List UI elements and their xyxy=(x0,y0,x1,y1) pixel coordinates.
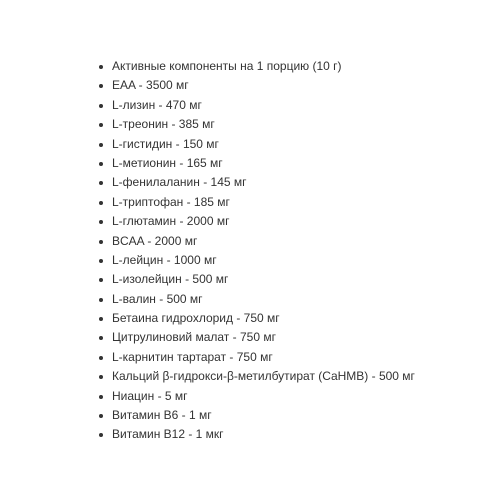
list-item xyxy=(99,76,500,95)
bullet-icon xyxy=(99,278,103,282)
list-item xyxy=(99,270,500,289)
list-item-text: Бетаина гидрохлорид - 750 мг xyxy=(112,311,280,326)
list-item-text: Витамин B12 - 1 мкг xyxy=(112,427,224,442)
bullet-icon xyxy=(99,84,103,88)
list-item-text: EAA - 3500 мг xyxy=(112,78,189,93)
list-item xyxy=(99,135,500,154)
list-item xyxy=(99,387,500,406)
list-item xyxy=(99,309,500,328)
bullet-icon xyxy=(99,336,103,340)
bullet-icon xyxy=(99,395,103,399)
bullet-icon xyxy=(99,317,103,321)
list-item xyxy=(99,425,500,444)
list-item-text: L-карнитин тартарат - 750 мг xyxy=(112,349,273,364)
bullet-icon xyxy=(99,104,103,108)
list-item-text: L-лизин - 470 мг xyxy=(112,97,202,112)
list-item-text: L-глютамин - 2000 мг xyxy=(112,214,230,229)
ingredient-list xyxy=(0,57,500,445)
list-item-text: L-валин - 500 мг xyxy=(112,291,203,306)
list-item xyxy=(99,57,500,76)
bullet-icon xyxy=(99,123,103,127)
list-item xyxy=(99,115,500,134)
bullet-icon xyxy=(99,65,103,69)
list-item xyxy=(99,251,500,270)
list-item-text: Витамин B6 - 1 мг xyxy=(112,408,212,423)
list-item-text: L-гистидин - 150 мг xyxy=(112,136,219,151)
list-item-text: Цитрулиновий малат - 750 мг xyxy=(112,330,276,345)
list-item xyxy=(99,232,500,251)
list-item xyxy=(99,212,500,231)
list-item-text: Активные компоненты на 1 порцию (10 г) xyxy=(112,59,342,73)
bullet-icon xyxy=(99,356,103,360)
list-item xyxy=(99,367,500,386)
list-item-text: Кальций β-гидрокси-β-метилбутират (CaHMB) - 500 мг xyxy=(112,369,415,384)
list-item xyxy=(99,193,500,212)
bullet-icon xyxy=(99,162,103,166)
list-item xyxy=(99,406,500,425)
list-item xyxy=(99,96,500,115)
bullet-icon xyxy=(99,298,103,302)
list-item xyxy=(99,348,500,367)
list-item-text: L-метионин - 165 мг xyxy=(112,155,223,170)
list-item xyxy=(99,290,500,309)
list-item-text: L-лейцин - 1000 мг xyxy=(112,252,217,267)
bullet-icon xyxy=(99,375,103,379)
list-item-text: BCAA - 2000 мг xyxy=(112,233,198,248)
bullet-icon xyxy=(99,433,103,437)
bullet-icon xyxy=(99,143,103,147)
list-item-text: L-изолейцин - 500 мг xyxy=(112,272,229,287)
list-item-text: L-фенилаланин - 145 мг xyxy=(112,175,247,190)
bullet-icon xyxy=(99,201,103,205)
bullet-icon xyxy=(99,259,103,263)
list-item xyxy=(99,154,500,173)
list-item xyxy=(99,173,500,192)
list-item-text: Ниацин - 5 мг xyxy=(112,388,188,403)
list-item xyxy=(99,328,500,347)
bullet-icon xyxy=(99,240,103,244)
list-item-text: L-триптофан - 185 мг xyxy=(112,194,230,209)
bullet-icon xyxy=(99,181,103,185)
bullet-icon xyxy=(99,414,103,418)
list-item-text: L-треонин - 385 мг xyxy=(112,117,215,132)
bullet-icon xyxy=(99,220,103,224)
